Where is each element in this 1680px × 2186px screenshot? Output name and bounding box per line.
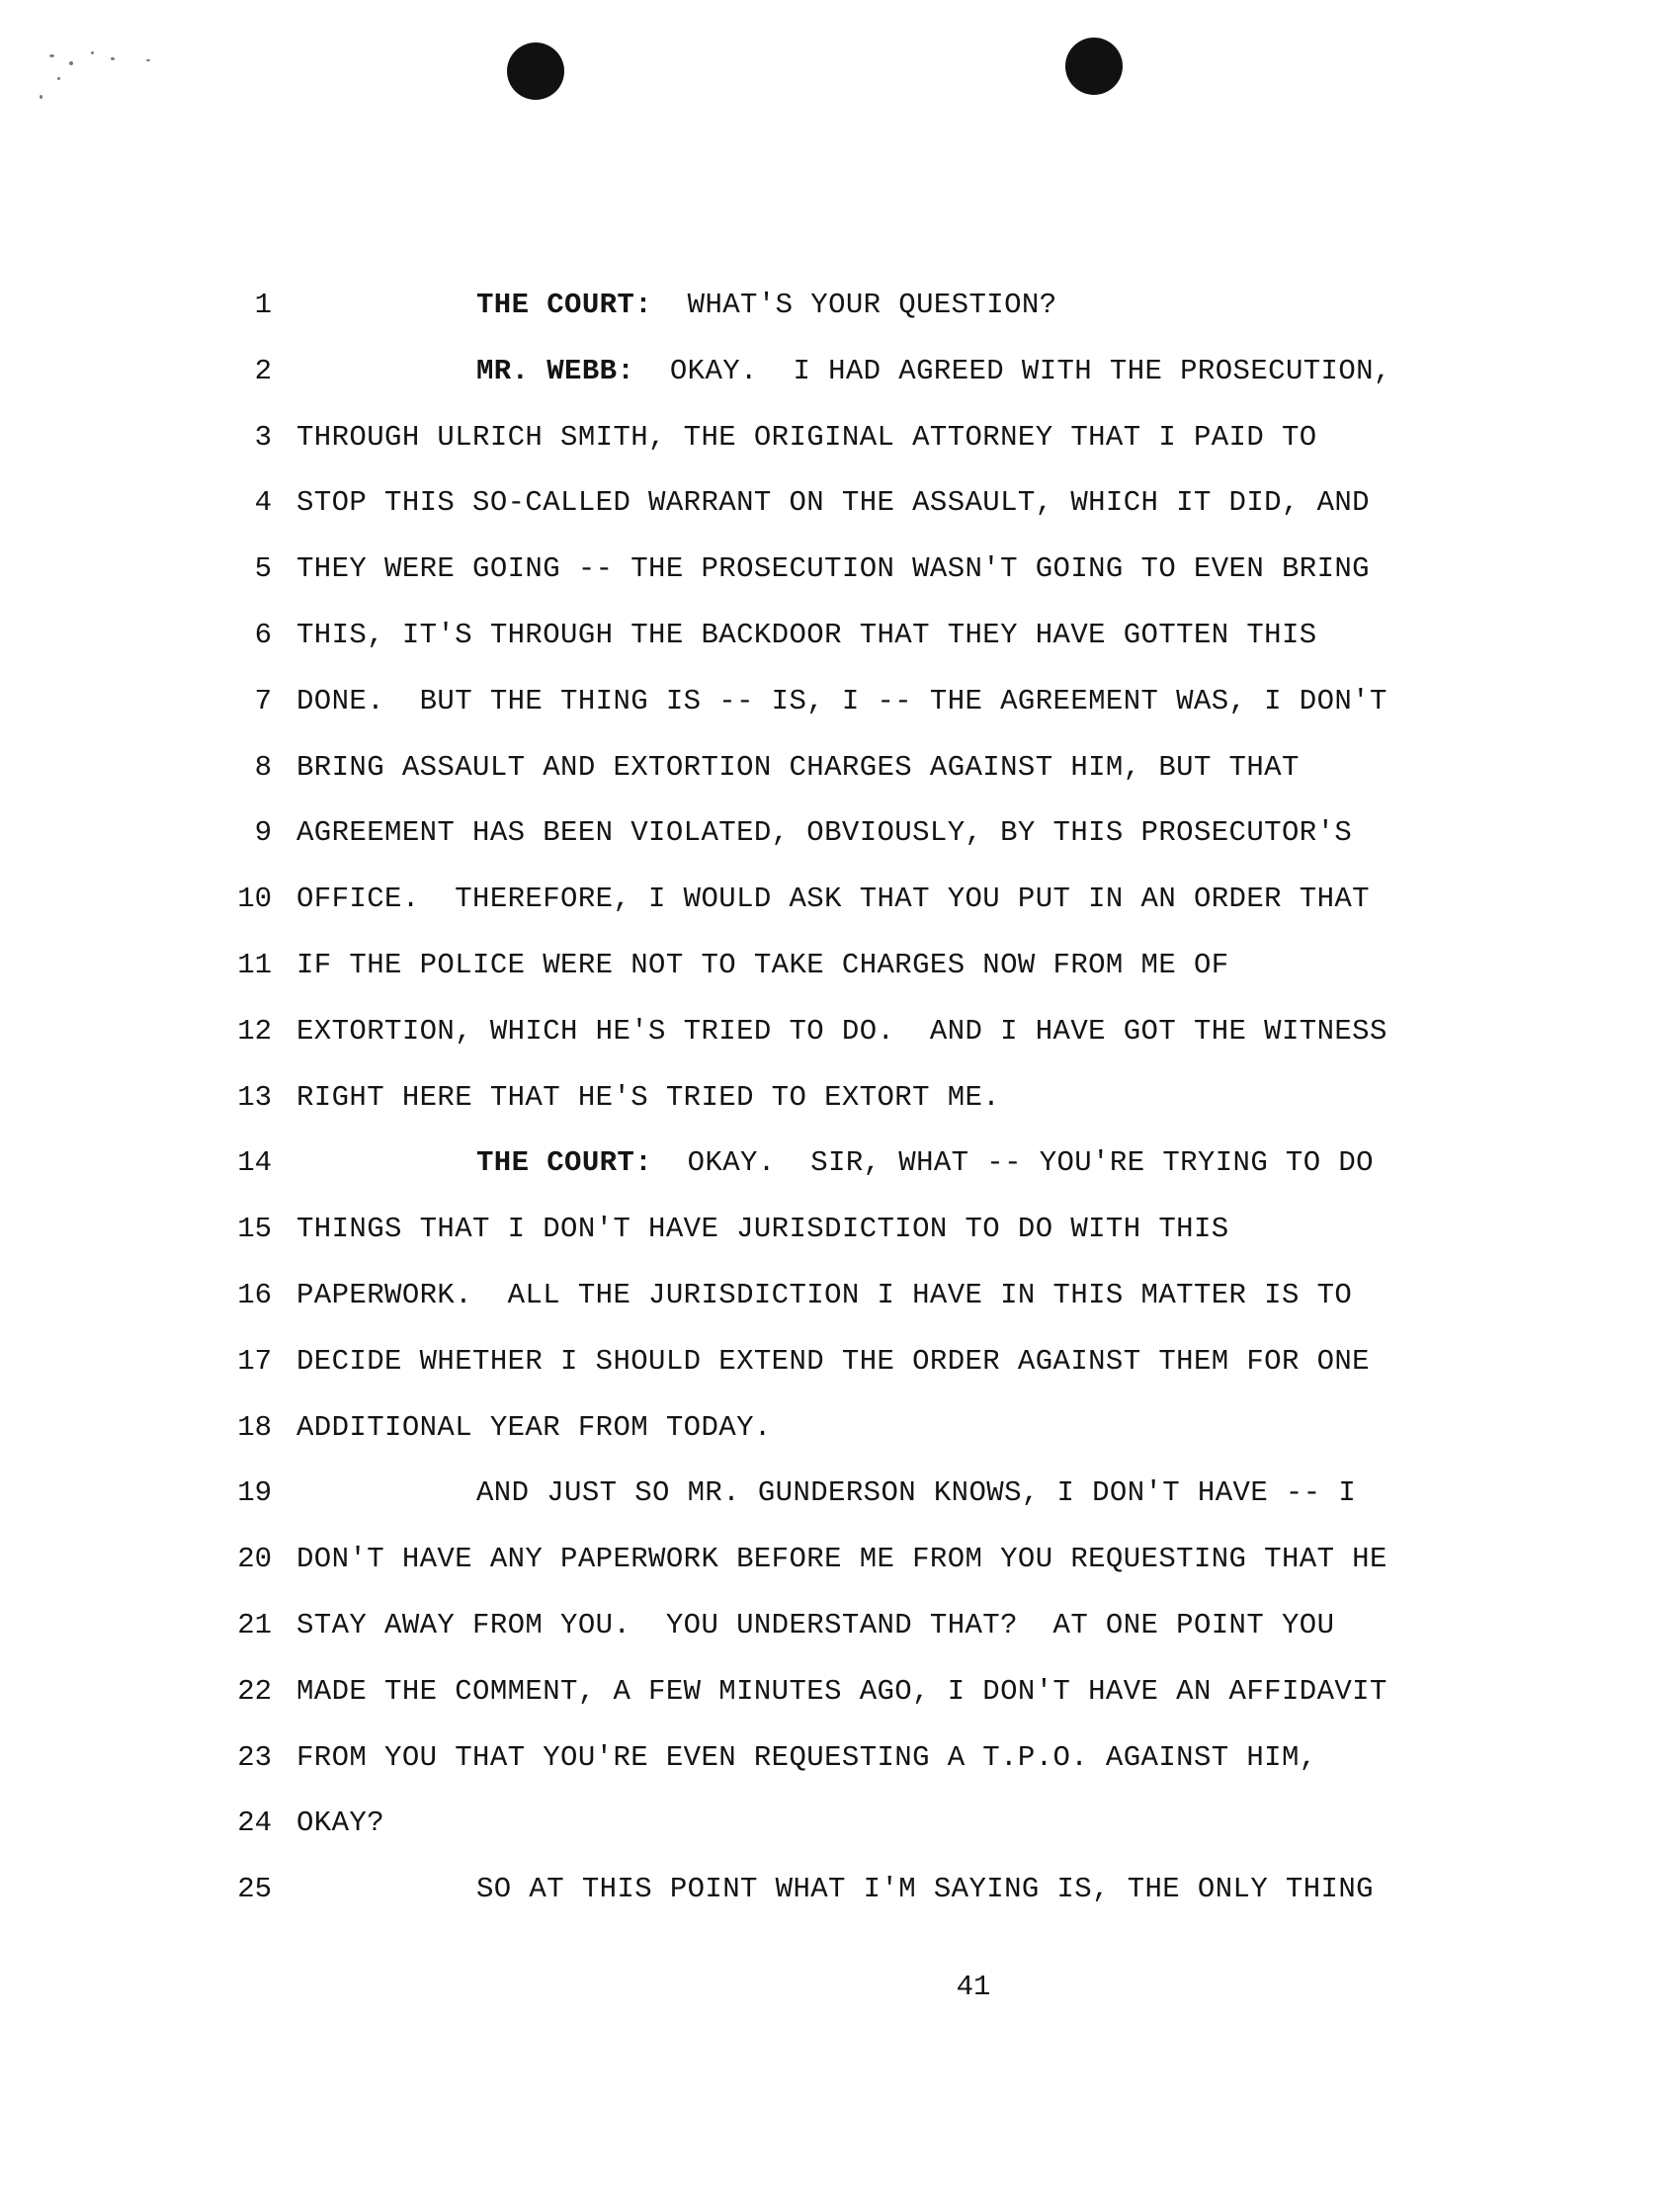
line-text: WHAT'S YOUR QUESTION? <box>687 289 1057 321</box>
line-text: FROM YOU THAT YOU'RE EVEN REQUESTING A T.P.O. AGAINST HIM, <box>296 1740 1317 1774</box>
speaker-label: MR. WEBB: <box>476 354 635 387</box>
transcript-line <box>296 1806 384 1841</box>
line-number: 11 <box>237 949 272 981</box>
transcript-line <box>296 882 1370 917</box>
line-number: 24 <box>237 1807 272 1840</box>
line-number: 5 <box>254 552 272 586</box>
transcript-line <box>296 1542 1387 1577</box>
line-text: DECIDE WHETHER I SHOULD EXTEND THE ORDER AGAINST THEM FOR ONE <box>296 1344 1370 1378</box>
line-text: PAPERWORK. ALL THE JURISDICTION I HAVE IN THIS MATTER IS TO <box>296 1279 1353 1311</box>
line-text: EXTORTION, WHICH HE'S TRIED TO DO. AND I HAVE GOT THE WITNESS <box>296 1014 1387 1048</box>
line-number: 12 <box>237 1014 272 1048</box>
line-number: 23 <box>237 1740 272 1774</box>
line-text: IF THE POLICE WERE NOT TO TAKE CHARGES NOW FROM ME OF <box>296 949 1229 981</box>
line-number: 9 <box>254 816 272 850</box>
speaker-label: THE COURT: <box>476 289 653 321</box>
line-number: 6 <box>254 619 272 651</box>
line-number: 4 <box>254 486 272 520</box>
transcript-line <box>296 1740 1317 1776</box>
transcript-line <box>296 684 1387 719</box>
line-number: 22 <box>237 1674 272 1708</box>
transcript-line <box>296 948 1229 983</box>
transcript-line <box>296 1278 1352 1313</box>
line-text: STOP THIS SO-CALLED WARRANT ON THE ASSAULT, WHICH IT DID, AND <box>296 486 1370 520</box>
transcript-line <box>296 1212 1229 1247</box>
transcript-line <box>296 815 1352 851</box>
line-number: 16 <box>237 1279 272 1311</box>
page-number: 41 <box>956 1971 991 2003</box>
transcript-line <box>296 288 1057 323</box>
line-number: 15 <box>237 1213 272 1246</box>
transcript-line <box>296 420 1317 456</box>
line-number: 7 <box>254 684 272 717</box>
transcript-line <box>296 1608 1334 1643</box>
line-number: 25 <box>237 1873 272 1906</box>
transcript-line <box>296 551 1370 587</box>
line-text: STAY AWAY FROM YOU. YOU UNDERSTAND THAT? AT ONE POINT YOU <box>296 1609 1335 1641</box>
line-text: THIS, IT'S THROUGH THE BACKDOOR THAT THEY HAVE GOTTEN THIS <box>296 619 1317 651</box>
transcript-line <box>296 1080 1000 1116</box>
line-number: 1 <box>254 289 272 321</box>
transcript-line <box>296 1674 1387 1710</box>
line-number: 3 <box>254 420 272 454</box>
line-number: 18 <box>237 1410 272 1444</box>
line-text: OKAY. I HAD AGREED WITH THE PROSECUTION, <box>669 354 1391 387</box>
transcript-line <box>296 1145 1374 1181</box>
transcript-line <box>296 1475 1356 1511</box>
line-text: SO AT THIS POINT WHAT I'M SAYING IS, THE ONLY THING <box>476 1873 1374 1906</box>
speaker-label: THE COURT: <box>476 1146 653 1180</box>
line-number: 10 <box>237 883 272 916</box>
line-text: OKAY? <box>296 1807 385 1840</box>
line-text: BRING ASSAULT AND EXTORTION CHARGES AGAINST HIM, BUT THAT <box>296 750 1300 784</box>
transcript-line <box>296 354 1391 389</box>
line-text: THEY WERE GOING -- THE PROSECUTION WASN'T GOING TO EVEN BRING <box>296 552 1370 586</box>
line-number: 8 <box>254 750 272 784</box>
line-text: OFFICE. THEREFORE, I WOULD ASK THAT YOU PUT IN AN ORDER THAT <box>296 883 1370 916</box>
line-number: 14 <box>237 1146 272 1180</box>
transcript-line <box>296 485 1370 521</box>
line-number: 2 <box>254 354 272 387</box>
transcript-line <box>296 1872 1374 1907</box>
transcript-line <box>296 1410 772 1446</box>
line-number: 13 <box>237 1080 272 1114</box>
line-text: AGREEMENT HAS BEEN VIOLATED, OBVIOUSLY, BY THIS PROSECUTOR'S <box>296 816 1353 850</box>
hole-punch-left <box>507 42 564 100</box>
line-number: 20 <box>237 1543 272 1576</box>
transcript-line <box>296 1344 1370 1380</box>
line-text: THINGS THAT I DON'T HAVE JURISDICTION TO DO WITH THIS <box>296 1213 1229 1246</box>
line-number: 21 <box>237 1609 272 1641</box>
line-text: DONE. BUT THE THING IS -- IS, I -- THE AGREEMENT WAS, I DON'T <box>296 684 1387 717</box>
transcript-line <box>296 750 1300 786</box>
line-text: RIGHT HERE THAT HE'S TRIED TO EXTORT ME. <box>296 1080 1001 1114</box>
line-number: 17 <box>237 1344 272 1378</box>
line-number: 19 <box>237 1476 272 1510</box>
transcript-line <box>296 618 1317 653</box>
line-text: AND JUST SO MR. GUNDERSON KNOWS, I DON'T HAVE -- I <box>476 1476 1357 1510</box>
line-text: DON'T HAVE ANY PAPERWORK BEFORE ME FROM YOU REQUESTING THAT HE <box>296 1543 1387 1576</box>
line-text: MADE THE COMMENT, A FEW MINUTES AGO, I DON'T HAVE AN AFFIDAVIT <box>296 1674 1387 1708</box>
line-text: OKAY. SIR, WHAT -- YOU'RE TRYING TO DO <box>687 1146 1374 1180</box>
transcript-line <box>296 1014 1387 1050</box>
line-text: ADDITIONAL YEAR FROM TODAY. <box>296 1410 772 1444</box>
scan-specks <box>30 49 168 119</box>
hole-punch-right <box>1065 38 1123 95</box>
line-text: THROUGH ULRICH SMITH, THE ORIGINAL ATTORNEY THAT I PAID TO <box>296 420 1317 454</box>
